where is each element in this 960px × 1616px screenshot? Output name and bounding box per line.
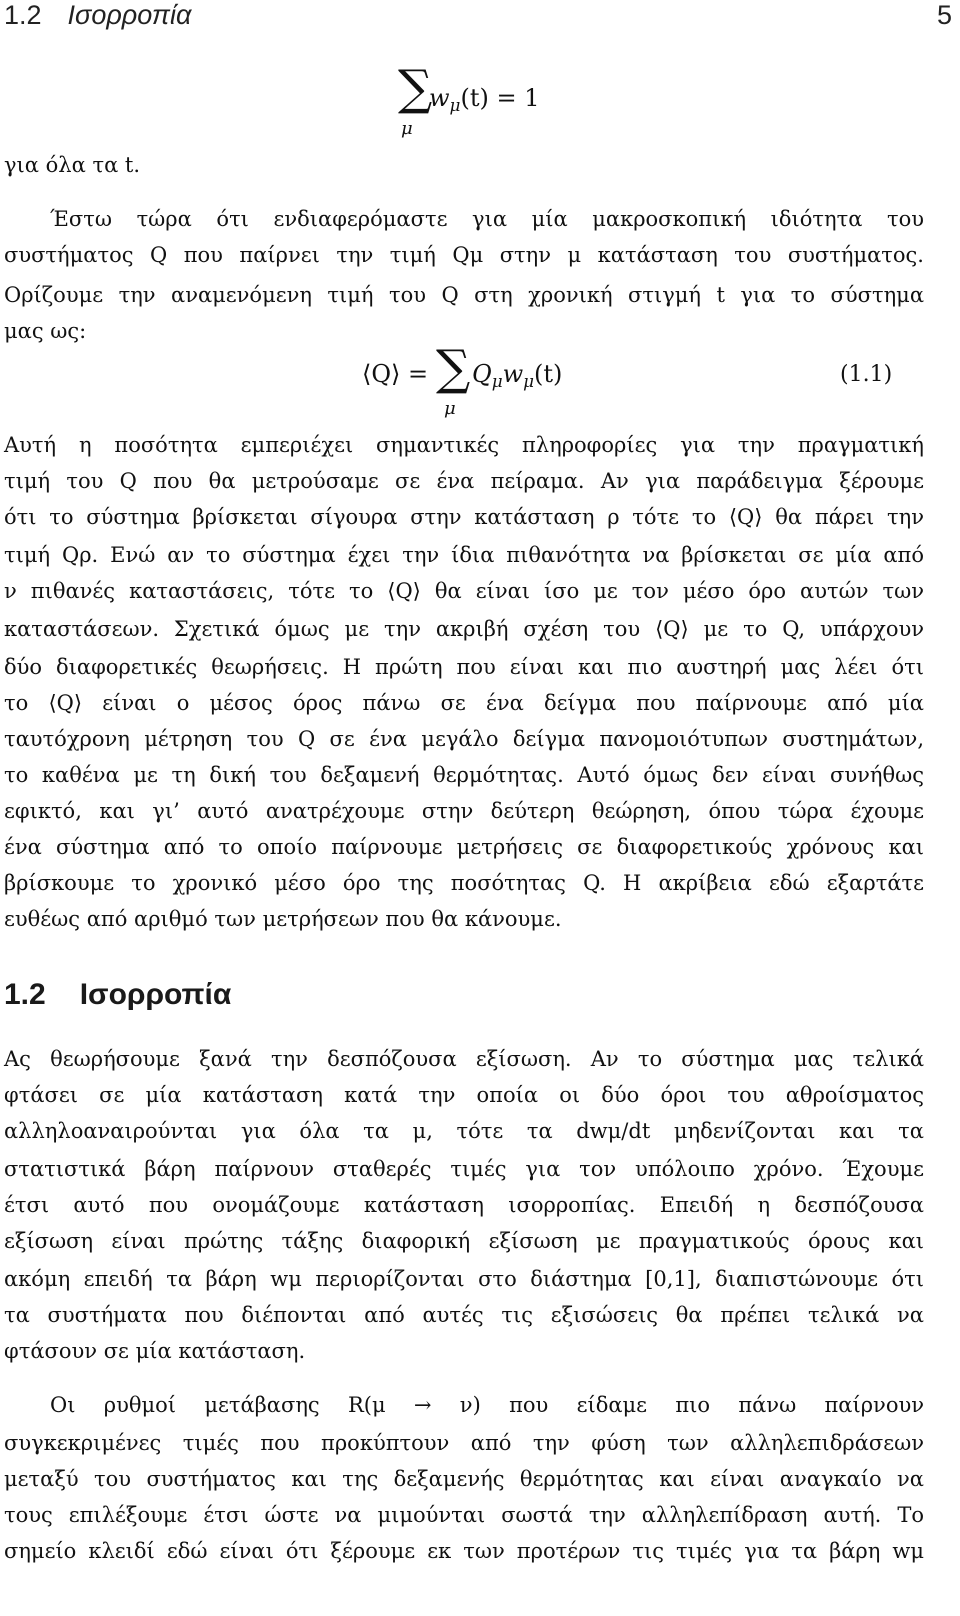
paragraph-line: δύο διαφορετικές θεωρήσεις. Η πρώτη που είναι και πιο αυστηρή μας λέει ότι — [4, 655, 924, 679]
paragraph-line: ακόμη επειδή τα βάρη wμ περιορίζονται στο διάστημα [0,1], διαπιστώνουμε ότι — [4, 1267, 924, 1291]
paragraph-line: φτάσουν σε μία κατάσταση. — [4, 1339, 306, 1363]
paragraph-line: σημείο κλειδί εδώ είναι ότι ξέρουμε εκ των προτέρων τις τιμές για τα βάρη wμ — [4, 1539, 924, 1563]
q-symbol: Q — [472, 360, 492, 388]
paragraph-line: το καθένα με τη δική του δεξαμενή θερμότητας. Αυτό όμως δεν είναι συνήθως — [4, 763, 924, 787]
w-symbol: w — [502, 360, 524, 388]
paragraph-line: Ορίζουμε την αναμενόμενη τιμή του Q στη χρονική στιγμή t για το σύστημα — [4, 283, 924, 307]
paragraph-line: συστήματος Q που παίρνει την τιμή Qμ στην μ κατάσταση του συστήματος. — [4, 243, 924, 267]
paragraph-line: Οι ρυθμοί μετάβασης R(μ → ν) που είδαμε πιο πάνω παίρνουν — [50, 1393, 924, 1417]
paragraph-line: Ας θεωρήσουμε ξανά την δεσπόζουσα εξίσωση. Αν το σύστημα μας τελικά — [4, 1047, 924, 1071]
page-number: 5 — [936, 0, 952, 30]
paragraph-line: τα συστήματα που διέπονται από αυτές τις εξισώσεις θα πρέπει τελικά να — [4, 1303, 924, 1327]
equation-number: (1.1) — [840, 362, 893, 387]
weight-subscript: μ — [449, 95, 461, 116]
summation-symbol: ∑ — [436, 340, 471, 396]
paragraph-line: συγκεκριμένες τιμές που προκύπτουν από την φύση των αλληλεπιδράσεων — [4, 1431, 924, 1455]
q-subscript: μ — [491, 371, 503, 392]
paragraph-line: μας ως: — [4, 319, 87, 343]
running-header — [4, 0, 191, 31]
paragraph-line: έτσι αυτό που ονομάζουμε κατάσταση ισορροπίας. Επειδή η δεσπόζουσα — [4, 1193, 924, 1217]
paragraph-line: Έστω τώρα ότι ενδιαφερόμαστε για μία μακροσκοπική ιδιότητα του — [50, 207, 924, 231]
paragraph-line: στατιστικά βάρη παίρνουν σταθερές τιμές για τον υπόλοιπο χρόνο. Έχουμε — [4, 1157, 924, 1181]
summation-index: μ — [401, 118, 413, 139]
paragraph-line: αλληλοαναιρούνται για όλα τα μ, τότε τα dwμ/dt μηδενίζονται και τα — [4, 1119, 924, 1143]
section-heading — [4, 978, 231, 1012]
paragraph-line: τιμή Qρ. Ενώ αν το σύστημα έχει την ίδια πιθανότητα να βρίσκεται σε μία από — [4, 543, 924, 567]
paragraph-line: ταυτόχρονη μέτρηση του Q σε ένα μεγάλο δείγμα πανομοιότυπων συστημάτων, — [4, 727, 924, 751]
paragraph-line: Αυτή η ποσότητα εμπεριέχει σημαντικές πληροφορίες για την πραγματική — [4, 433, 924, 457]
w-subscript: μ — [523, 371, 535, 392]
paragraph-line: εφικτό, και γι’ αυτό ανατρέχουμε στην δεύτερη θεώρηση, όπου τώρα έχουμε — [4, 799, 924, 823]
summation-symbol: ∑ — [398, 60, 433, 116]
paragraph-line: ευθέως από αριθμό των μετρήσεων που θα κάνουμε. — [4, 907, 562, 931]
section-title: Ισορροπία — [79, 978, 232, 1011]
weight-symbol: w — [429, 84, 450, 112]
paragraph-line: το ⟨Q⟩ είναι ο μέσος όρος πάνω σε ένα δείγμα που παίρνουμε από μία — [4, 691, 924, 715]
paragraph-line: μεταξύ του συστήματος και της δεξαμενής θερμότητας και είναι αναγκαίο να — [4, 1467, 924, 1491]
paragraph-line: ότι το σύστημα βρίσκεται σίγουρα στην κατάσταση ρ τότε το ⟨Q⟩ θα πάρει την — [4, 505, 924, 529]
paragraph-line: για όλα τα t. — [4, 153, 141, 177]
summation-index: μ — [444, 398, 456, 419]
normalization-rhs: (t) = 1 — [460, 84, 540, 112]
paragraph-line: φτάσει σε μία κατάσταση κατά την οποία οι δύο όροι του αθροίσματος — [4, 1083, 924, 1107]
expectation-lhs: ⟨Q⟩ = — [362, 360, 429, 388]
paragraph-line: τους επιλέξουμε έτσι ώστε να μιμούνται σωστά την αλληλεπίδραση αυτή. Το — [4, 1503, 924, 1527]
section-number: 1.2 — [4, 978, 46, 1011]
time-argument: (t) — [534, 360, 563, 388]
paragraph-line: ένα σύστημα από το οποίο παίρνουμε μετρήσεις σε διαφορετικούς χρόνους και — [4, 835, 924, 859]
header-section-title: Ισορροπία — [67, 0, 192, 30]
paragraph-line: βρίσκουμε το χρονικό μέσο όρο της ποσότητας Q. Η ακρίβεια εδώ εξαρτάτε — [4, 871, 924, 895]
paragraph-line: εξίσωση είναι πρώτης τάξης διαφορική εξίσωση με πραγματικούς όρους και — [4, 1229, 924, 1253]
paragraph-line: τιμή του Q που θα μετρούσαμε σε ένα πείραμα. Αν για παράδειγμα ξέρουμε — [4, 469, 924, 493]
paragraph-line: ν πιθανές καταστάσεις, τότε το ⟨Q⟩ θα είναι ίσο με τον μέσο όρο αυτών των — [4, 579, 924, 603]
header-section-number: 1.2 — [4, 0, 42, 30]
paragraph-line: καταστάσεων. Σχετικά όμως με την ακριβή σχέση του ⟨Q⟩ με το Q, υπάρχουν — [4, 617, 924, 641]
